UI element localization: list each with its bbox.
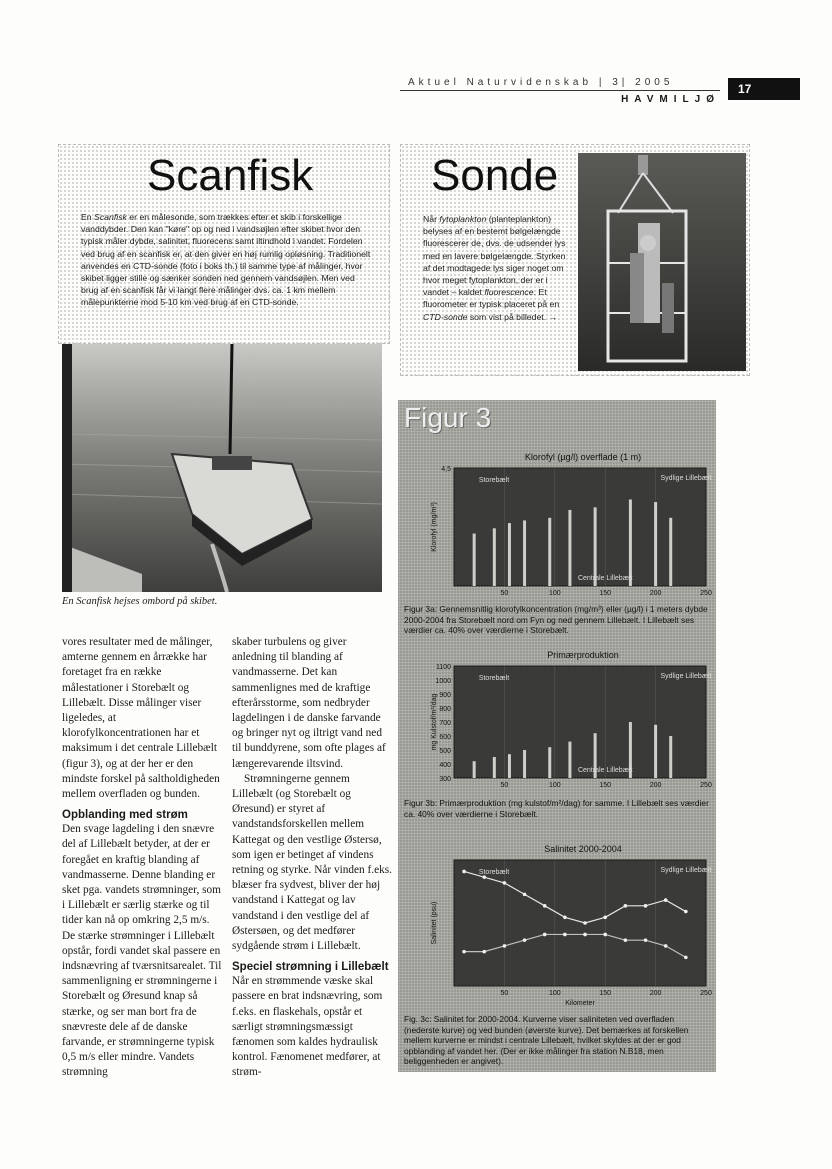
chart-c: [398, 854, 716, 1014]
data-point: [462, 870, 466, 874]
data-point: [603, 933, 607, 937]
chart-a-caption: Figur 3a: Gennemsnitlig klorofylkoncentration (mg/m³) eller (µg/l) i 1 meters dybde 2000-2004 fra Storebælt nord om Fyn og ned gennem Lillebælt. I Lillebælt ses værdier ca. 40% over værdierne i Storebælt.: [404, 604, 708, 635]
plot-area: [454, 666, 706, 778]
scanfisk-box: [58, 144, 390, 344]
y-axis-label: Salinitet (psu): [431, 901, 438, 945]
figure-title: Figur 3: [404, 402, 492, 433]
body-column-2: [232, 635, 392, 1081]
bar: [493, 528, 496, 586]
data-point: [603, 915, 607, 919]
data-point: [664, 944, 668, 948]
x-tick-label: 100: [548, 782, 561, 789]
page-number: 17: [728, 78, 800, 100]
bar: [654, 502, 657, 586]
bar: [523, 750, 526, 778]
y-tick-label: 700: [439, 720, 451, 727]
chart-c-title: Salinitet 2000-2004: [544, 844, 622, 854]
chart-label-storebaelt: Storebælt: [478, 869, 510, 876]
y-tick-label: 1100: [435, 664, 451, 671]
chart-label-centrale-lillebaelt: Centrale Lillebælt: [577, 767, 633, 774]
x-axis-label: Kilometer: [565, 1000, 595, 1007]
data-point: [503, 944, 507, 948]
bar: [523, 520, 526, 586]
bar: [508, 523, 511, 586]
bar: [669, 736, 672, 778]
chart-b-title: Primærproduktion: [547, 650, 619, 660]
bar: [493, 757, 496, 778]
x-tick-label: 250: [700, 782, 712, 789]
ctd-sonde-photo: [578, 153, 746, 371]
figure-3-panel: [398, 400, 716, 1072]
data-point: [684, 910, 688, 914]
bar: [568, 742, 571, 778]
y-axis-label: Klorofyl (mg/m³): [431, 502, 438, 552]
data-point: [523, 893, 527, 897]
chart-label-storebaelt: Storebælt: [478, 675, 510, 682]
photo-caption: En Scanfisk hejses ombord på skibet.: [62, 596, 218, 607]
bar: [508, 754, 511, 778]
x-tick-label: 250: [700, 590, 712, 597]
y-tick-label: 500: [439, 748, 451, 755]
body-column-1: [62, 635, 222, 1081]
data-point: [644, 904, 648, 908]
y-tick-label: 400: [439, 762, 451, 769]
subheading: Speciel strømning i Lillebælt: [232, 961, 389, 974]
chart-label-centrale-lillebaelt: Centrale Lillebælt: [577, 575, 633, 582]
plot-area: [454, 468, 706, 586]
bar: [548, 518, 551, 586]
chart-b-caption: Figur 3b: Primærproduktion (mg kulstof/m²/dag) for samme. I Lillebælt ses værdier ca. 40% over værdierne i Storebælt.: [404, 798, 709, 819]
x-tick-label: 200: [649, 590, 662, 597]
data-point: [624, 904, 628, 908]
paragraph: Den svage lagdeling i den snævre del af Lillebælt betyder, at der er foregået en kraftig blanding af vandmasserne. Denne blanding er sket pga. vandets strømninger, som i Lillebælt er særlig stærke og til tider kan nå op omkring 2,5 m/s. De stærke strømninger i Lillebælt opstår, fordi vandet skal passere en indsnævring af tværsnitsarealet. Til sammenligning er strømningerne i Storebælt og Øresund knap så stærke, og ser man bort fra de snævreste dele af de danske farvande, er strømningerne typisk 0,5 m/s eller mindre. Vandets strømning: [62, 823, 222, 1079]
chart-a: [398, 462, 716, 604]
y-tick-label: 600: [439, 734, 451, 741]
subheading: Opblanding med strøm: [62, 809, 188, 822]
data-point: [523, 938, 527, 942]
y-tick-label: 300: [439, 776, 451, 783]
data-point: [462, 950, 466, 954]
scanfisk-text: En Scanfisk er en målesonde, som trækkes efter et skib i forskellige vanddybder. Den kan "køre" op og ned i vandsøjlen efter skibet hvor den typisk måler dybde, salinitet, fluorecens samt iltindhold i vandet. Fordelen ved brug af en scanfisk er, at den giver en høj rumlig opløsning. Traditionelt anvendes en CTD-sonde (foto i boks th.) til samme type af målinger, hvor skibet ligger stille og sænker sonden ned gennem vandsøjlen. Men ved brug af en scanfisk får vi langt flere målinger dvs. ca. 1 km mellem målepunkterne mod 5-10 km ved brug af en CTD-sonde.: [81, 212, 371, 308]
data-point: [644, 938, 648, 942]
x-tick-label: 250: [700, 990, 712, 997]
chart-a-title: Klorofyl (µg/l) overflade (1 m): [524, 452, 642, 462]
chart-label-sydlige-lillebaelt: Sydlige Lillebælt: [660, 475, 712, 482]
y-tick-label: 1000: [435, 678, 451, 685]
data-point: [624, 938, 628, 942]
y-tick-label: 800: [439, 706, 451, 713]
sonde-text: Når fytoplankton (planteplankton) belyses af en bestemt bølgelængde fluorescerer de, dvs. de udsender lys med en lavere bølgelængde. Styrken af det modtagede lys siger noget om hvor meget fytoplankton, der er i vandet – kaldet fluorescence. Et fluorometer er typisk placeret på en CTD-sonde som vist på billedet. →: [423, 214, 566, 322]
bar: [654, 725, 657, 778]
data-point: [583, 933, 587, 937]
chart-label-storebaelt: Storebælt: [478, 477, 510, 484]
running-header: Aktuel Naturvidenskab | 3| 2005: [408, 77, 674, 88]
bar: [548, 747, 551, 778]
x-tick-label: 200: [649, 782, 662, 789]
bar: [473, 761, 476, 778]
x-tick-label: 150: [599, 990, 612, 997]
chart-b: [398, 660, 716, 796]
data-point: [563, 933, 567, 937]
y-tick-label: 4,5: [441, 466, 451, 473]
data-point: [563, 915, 567, 919]
data-point: [503, 881, 507, 885]
header-rule: [400, 90, 720, 91]
bar: [629, 499, 632, 586]
x-tick-label: 50: [500, 782, 509, 789]
data-point: [482, 950, 486, 954]
x-tick-label: 100: [548, 990, 561, 997]
bar: [568, 510, 571, 586]
paragraph: Når en strømmende væske skal passere en brat indsnævring, som f.eks. en flaskehals, opstår et særligt strømningsmæssigt fænomen som kaldes hydraulisk kontrol. Fænomenet medfører, at strøm-: [232, 975, 383, 1079]
x-tick-label: 150: [599, 782, 612, 789]
data-point: [543, 933, 547, 937]
sonde-title: Sonde: [431, 151, 559, 200]
data-point: [684, 956, 688, 960]
scanfisk-photo: [62, 344, 382, 592]
data-point: [583, 921, 587, 925]
scanfisk-title: Scanfisk: [147, 151, 314, 200]
paragraph: skaber turbulens og giver anledning til blanding af vandmasserne. Det kan sammenlignes med de kraftige efterårsstorme, som nedbryder lagdelingen i de danske farvande og bringer nyt og iltrigt vand ned til bunddyrene, som ofte plages af længerevarende iltsvind.: [232, 636, 386, 770]
paragraph: vores resultater med de målinger, amterne gennem en årrække har foretaget fra en række målestationer i Storebælt og Lillebælt. Disse målinger viser ligeledes, at klorofylkoncentrationen har et maksimum i det centrale Lillebælt (figur 3), og at der her er den mindste forskel på saltholdigheden mellem overfladen og bunden.: [62, 636, 220, 801]
x-tick-label: 200: [649, 990, 662, 997]
bar: [669, 518, 672, 586]
x-tick-label: 50: [500, 590, 509, 597]
bar: [473, 534, 476, 586]
chart-c-caption: Fig. 3c: Salinitet for 2000-2004. Kurverne viser saliniteten ved overfladen (nederste kurve) og ved bunden (øverste kurve). Det bemærkes at forskellen mellem kurverne er mindst i centrale Lillebælt, hvilket skyldes at der er god opblanding af vandet her. (Der er ikke målinger fra station N.B18, men beliggenheden er angivet).: [404, 1014, 689, 1066]
chart-label-sydlige-lillebaelt: Sydlige Lillebælt: [660, 673, 712, 680]
paragraph: Strømningerne gennem Lillebælt (og Storebælt og Øresund) er styret af vandstandsforskellen mellem Kattegat og den vestlige Østersø, som igen er betinget af vindens retning og styrke. Når vinden f.eks. blæser fra sydvest, bliver der høj vandstand i Kattegat og lav vandstand i den vestlige del af Østersøen, og det medfører sydgående strøm i Lillebælt.: [232, 772, 392, 953]
x-tick-label: 50: [500, 990, 509, 997]
x-tick-label: 100: [548, 590, 561, 597]
y-tick-label: 900: [439, 692, 451, 699]
chart-label-sydlige-lillebaelt: Sydlige Lillebælt: [660, 867, 712, 874]
data-point: [664, 898, 668, 902]
x-tick-label: 150: [599, 590, 612, 597]
y-axis-label: mg Kulstof/m²/dag: [431, 693, 438, 751]
section-label: HAVMILJØ: [621, 94, 720, 105]
data-point: [543, 904, 547, 908]
